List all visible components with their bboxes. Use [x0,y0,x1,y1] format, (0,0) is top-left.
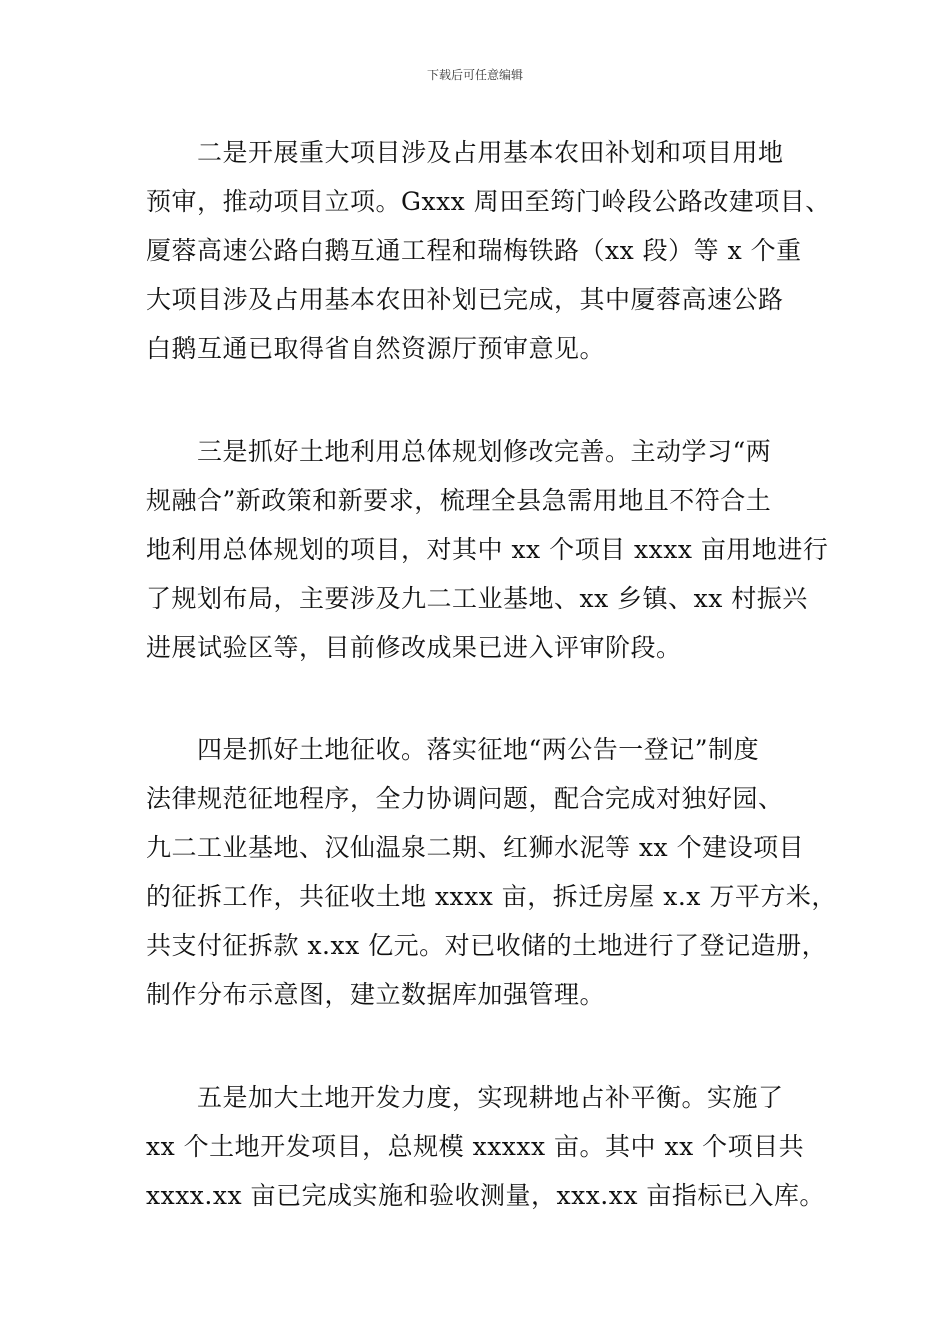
text-line: 二是开展重大项目涉及占用基本农田补划和项目用地 [146,138,784,167]
text-line: 三是抓好土地利用总体规划修改完善。主动学习“两 [146,437,772,466]
paragraph-1 [146,128,831,373]
text-line: 的征拆工作，共征收土地 xxxx 亩，拆迁房屋 x.x 万平方米， [146,882,837,911]
text-line: 四是抓好土地征收。落实征地“两公告一登记”制度 [146,735,760,764]
text-line: xx 个土地开发项目，总规模 xxxxx 亩。其中 xx 个项目共 [146,1132,805,1161]
text-line: 白鹅互通已取得省自然资源厅预审意见。 [146,334,606,363]
text-line: 法律规范征地程序，全力协调问题，配合完成对独好园、 [146,784,784,813]
text-line: 大项目涉及占用基本农田补划已完成，其中厦蓉高速公路 [146,285,784,314]
paragraph-4 [146,1073,826,1220]
text-line: 地利用总体规划的项目，对其中 xx 个项目 xxxx 亩用地进行 [146,535,829,564]
text-line: 了规划布局，主要涉及九二工业基地、xx 乡镇、xx 村振兴 [146,584,808,613]
text-line: xxxx.xx 亩已完成实施和验收测量，xxx.xx 亩指标已入库。 [146,1181,825,1210]
page-header: 下载后可任意编辑 [426,68,523,82]
text-line: 规融合”新政策和新要求，梳理全县急需用地且不符合土 [146,486,772,515]
text-line: 共支付征拆款 x.xx 亿元。对已收储的土地进行了登记造册， [146,931,828,960]
text-line: 五是加大土地开发力度，实现耕地占补平衡。实施了 [146,1083,784,1112]
text-line: 预审，推动项目立项。Gxxx 周田至筠门岭段公路改建项目、 [146,187,831,216]
text-line: 厦蓉高速公路白鹅互通工程和瑞梅铁路（xx 段）等 x 个重 [146,236,802,265]
text-line: 制作分布示意图，建立数据库加强管理。 [146,980,606,1009]
paragraph-3 [146,725,837,1019]
text-line: 进展试验区等，目前修改成果已进入评审阶段。 [146,633,682,662]
paragraph-2 [146,427,829,672]
text-line: 九二工业基地、汉仙温泉二期、红狮水泥等 xx 个建设项目 [146,833,805,862]
